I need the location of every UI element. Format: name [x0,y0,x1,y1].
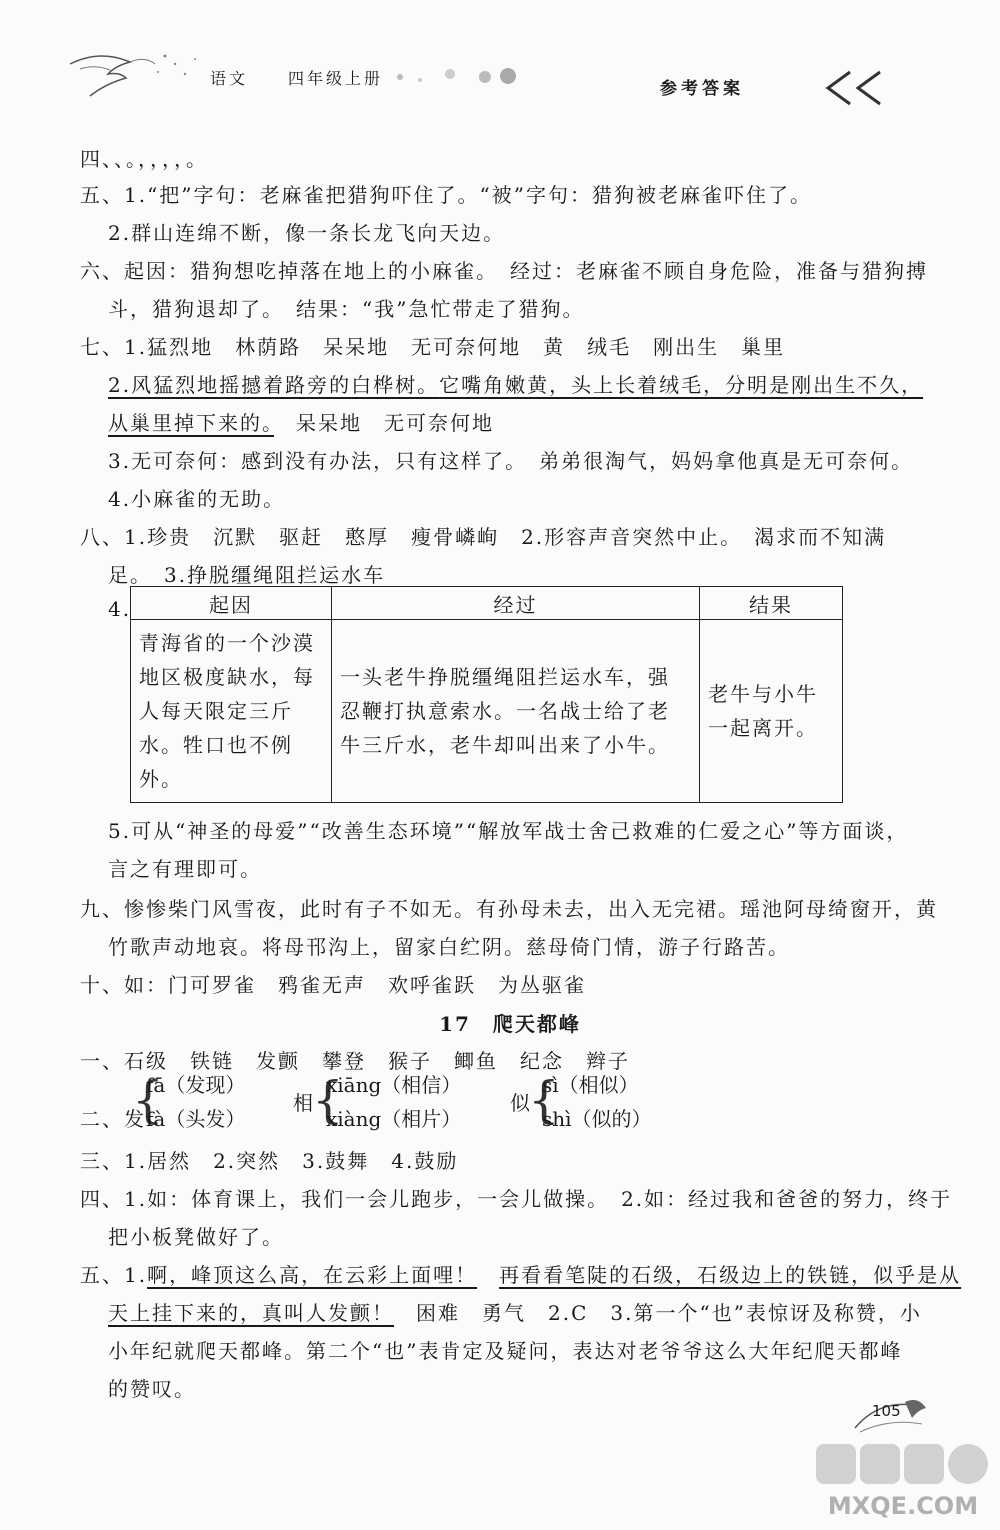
answer-text: 呆呆地 无可奈何地 [274,411,494,435]
brace-icon: { [132,1071,164,1129]
page-number: 105 [872,1402,901,1420]
underlined-sentence: 再看看笔陡的石级，石级边上的铁链，似乎是从 [499,1263,962,1287]
bird-decoration-icon [60,44,210,114]
brace-icon: { [312,1071,344,1129]
answer-text: 困难 勇气 2.C 3.第一个“也”表惊讶及称赞，小 [394,1301,922,1325]
table-header: 起因 [131,587,332,620]
answer-line: 的赞叹。 [108,1377,196,1401]
answer-line: 斗，猎狗退却了。 结果：“我”急忙带走了猎狗。 [108,297,585,321]
answer-line: 足。 3.挣脱缰绳阻拦运水车 [108,563,386,587]
underlined-sentence: 2.风猛烈地摇撼着路旁的白桦树。 [108,373,440,397]
answer-line: 2.群山连绵不断，像一条长龙飞向天边。 [108,221,506,245]
answer-line [108,370,923,400]
answer-line: 四、、。，，，，。 [80,147,208,171]
answer-line: 十、如：门可罗雀 鸦雀无声 欢呼雀跃 为丛驱雀 [80,973,586,997]
answer-line: 二、发 [80,1107,146,1131]
grade-label: 四年级上册 [288,69,384,88]
answer-line: 三、1.居然 2.突然 3.鼓舞 4.鼓励 [80,1149,459,1173]
underlined-sentence: 天上挂下来的，真叫人发颤！ [108,1301,394,1325]
answer-line: 3.无可奈何：感到没有办法，只有这样了。 弟弟很淘气，妈妈拿他真是无可奈何。 [108,449,914,473]
answer-line: 4.小麻雀的无助。 [108,487,286,511]
answer-line: 五、1.“把”字句：老麻雀把猎狗吓住了。“被”字句：猎狗被老麻雀吓住了。 [80,183,812,207]
story-table [130,586,843,803]
pinyin-entry: shì（似的） [542,1107,652,1131]
answer-line: 把小板凳做好了。 [108,1225,284,1249]
answers-label: 参考答案 [660,79,744,99]
table-cell-cause: 青海省的一个沙漠地区极度缺水，每人每天限定三斤水。牲口也不例外。 [131,620,332,803]
page-header [60,44,480,114]
answer-line: 5.可从“神圣的母爱”“改善生态环境”“解放军战士舍己救难的仁爱之心”等方面谈， [108,819,909,843]
underlined-sentence: 从巢里掉下来的。 [108,411,274,435]
answer-line: 小年纪就爬天都峰。第二个“也”表肯定及疑问，表达对老爷爷这么大年纪爬天都峰 [108,1339,903,1363]
answer-line: 六、起因：猎狗想吃掉落在地上的小麻雀。 经过：老麻雀不顾自身危险，准备与猎狗搏 [80,259,928,283]
answers-header [610,60,910,110]
pinyin-entry: xiāng（相信） [326,1073,462,1097]
answer-line: 四、1.如：体育课上，我们一会儿跑步，一会儿做操。 2.如：经过我和爸爸的努力，终于 [80,1187,953,1211]
answer-line [108,1298,922,1328]
dots-decoration-icon [390,62,520,92]
underlined-sentence: 啊，峰顶这么高，在云彩上面哩！ [147,1263,478,1287]
answer-line: 言之有理即可。 [108,857,262,881]
lesson-title: 17 爬天都峰 [439,1012,581,1036]
table-header: 结果 [700,587,843,620]
subject-label: 语文 [210,69,249,88]
answer-line: 竹歌声动地哀。将母邗沟上，留家白纻阴。慈母倚门情，游子行路苦。 [108,935,790,959]
pinyin-entry: xiàng（相片） [326,1107,462,1131]
answer-line [108,408,494,438]
underlined-sentence: 它嘴角嫩黄，头上长着绒毛，分明是刚出生不久， [439,373,924,397]
table-header: 经过 [332,587,700,620]
answer-line: 八、1.珍贵 沉默 驱赶 憨厚 瘦骨嶙峋 2.形容声音突然中止。 渴求而不知满 [80,525,887,549]
table-cell-process: 一头老牛挣脱缰绳阻拦运水车，强忍鞭打执意索水。一名战士给了老牛三斤水，老牛却叫出来了小牛。 [332,620,700,803]
answer-line: 一、石级 铁链 发颤 攀登 猴子 鲫鱼 纪念 辫子 [80,1049,630,1073]
double-chevron-left-icon [820,68,890,108]
answer-line: 九、惨惨柴门风雪夜，此时有子不如无。有孙母未去，出入无完裙。瑶池阿母绮窗开，黄 [80,897,938,921]
watermark-logo-icon [808,1440,998,1526]
pinyin-char: 相 [293,1091,313,1115]
pinyin-entry: sì（相似） [542,1073,639,1097]
table-cell-result: 老牛与小牛一起离开。 [700,620,843,803]
watermark-text: MXQE.COM [827,1492,979,1520]
answer-line: 4. [108,597,132,621]
pinyin-entry: fà（头发） [146,1107,246,1131]
pinyin-entry: fā（发现） [146,1073,246,1097]
answer-line: 七、1.猛烈地 林荫路 呆呆地 无可奈何地 黄 绒毛 刚出生 巢里 [80,335,786,359]
answer-line [80,1260,961,1290]
brace-icon: { [528,1071,560,1129]
pinyin-char: 似 [510,1091,530,1115]
watermark [808,1440,998,1526]
answer-text: 五、1. [80,1263,148,1287]
answer-text [477,1263,499,1287]
